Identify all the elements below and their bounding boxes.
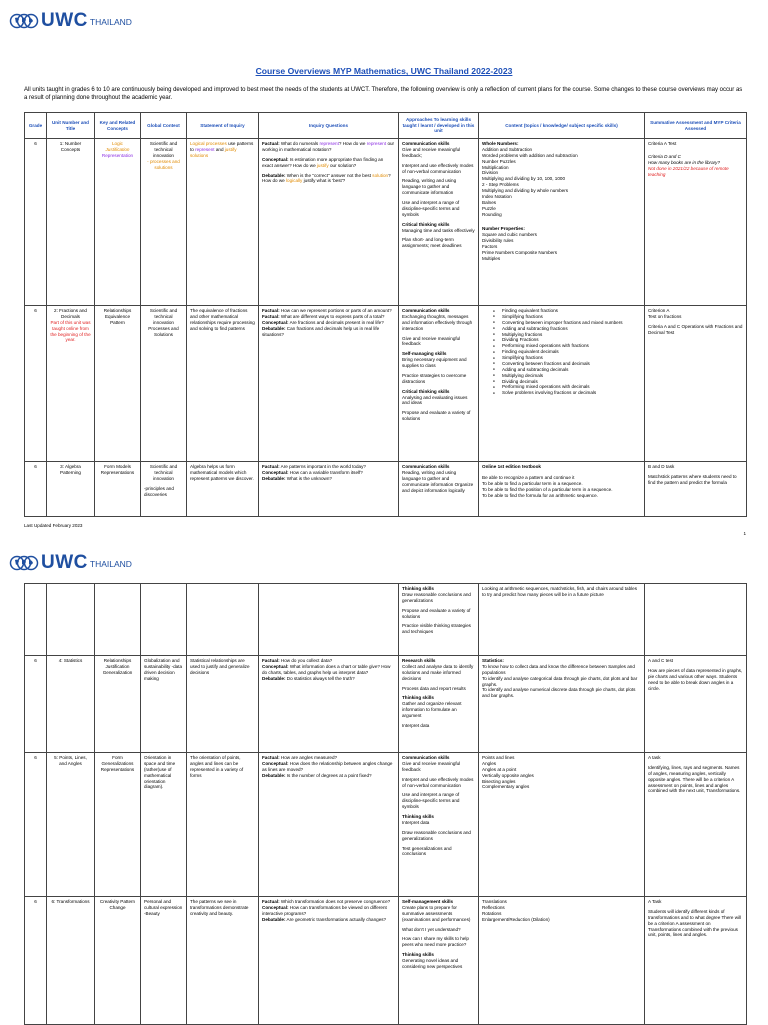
concepts-cell — [95, 584, 141, 656]
context-sub: -principles and discoveries — [144, 485, 174, 497]
skill-text: Practice strategies to overcome distractions — [402, 372, 467, 384]
content-item: Index Notation — [482, 193, 512, 199]
content-item: Reflections — [482, 904, 505, 910]
uwc-logo — [9, 551, 132, 575]
document-title: Course Overviews MYP Mathematics, UWC Thailand 2022-2023 — [255, 66, 513, 76]
list-item: ● Finding equivalent fractions — [490, 308, 641, 314]
text: How do you collect data? — [280, 658, 333, 663]
skill-text: Interpret data — [402, 722, 430, 728]
content-item: Rounding — [482, 211, 502, 217]
label: Conceptual: — [262, 469, 289, 475]
content-item: Enlargement/Reduction (Dilation) — [482, 916, 550, 922]
label: Debatable: — [262, 325, 286, 331]
debatable-question — [262, 173, 395, 185]
atl-cell — [399, 462, 479, 517]
concept-representation: Representation — [101, 152, 134, 158]
text: What do numerals — [280, 141, 319, 146]
content-item: Translations — [482, 899, 507, 904]
grade-cell — [25, 584, 47, 656]
header-concepts: Key and Related Concepts — [95, 113, 141, 139]
last-updated-footer: Last Updated February 2023 — [24, 523, 83, 528]
skill-text: Interpret data — [402, 819, 430, 825]
course-overview-table-page-1 — [24, 112, 747, 517]
skill-text: Test generalizations and conclusions — [402, 845, 452, 857]
assessment-text: Matchstick patterns where students need to find the pattern and predict the formula — [648, 473, 737, 485]
content-heading: Number Properties: — [482, 226, 525, 232]
skill-heading: Thinking skills — [402, 586, 434, 591]
statement-cell: Algebra helps us form mathematical models which represent patterns we discover. — [187, 462, 259, 517]
skill-heading: Critical thinking skills — [402, 388, 450, 394]
text: How can transformations be viewed on different interactive programs? — [262, 904, 387, 916]
content-item: Worded problems with addition and subtraction — [482, 152, 578, 158]
statement-cell — [187, 139, 259, 306]
label: Debatable: — [262, 772, 286, 778]
globe-logo-icon — [9, 13, 39, 29]
skill-text: Give and receive meaningful feedback — [402, 335, 461, 347]
logo-brand: UWC — [41, 552, 88, 573]
content-item: Bisecting angles — [482, 778, 516, 784]
label: Conceptual: — [262, 663, 289, 669]
statement-cell: The patterns we see in transformations demonstrate creativity and beauty. — [187, 897, 259, 1025]
header-statement: Statement of Inquiry — [187, 113, 259, 139]
unit-cell: 6: Transformations — [47, 897, 95, 1025]
header-questions: Inquiry Questions — [259, 113, 399, 139]
conceptual-question — [262, 664, 395, 676]
unit-cell: 1: Number Concepts — [47, 139, 95, 306]
text: logically — [286, 178, 303, 184]
grade-cell: 6 — [25, 139, 47, 306]
skill-text: Exchanging thoughts, messages and information effectively through interaction — [402, 313, 473, 331]
statement-part: represent — [195, 146, 215, 152]
questions-cell — [259, 139, 399, 306]
context-cell — [141, 139, 187, 306]
text: Do statistics always tell the truth? — [286, 675, 355, 681]
debatable-question — [262, 326, 395, 338]
skill-text: Draw reasonable conclusions and generalizations — [402, 591, 471, 603]
skill-heading: Communication skills — [402, 141, 450, 146]
text: Are patterns important in the world today? — [280, 464, 366, 469]
skill-text: Analysing and evaluating issues and ideas — [402, 394, 468, 406]
skill-text: Give and receive meaningful feedback; — [402, 146, 461, 158]
conceptual-question — [262, 157, 395, 169]
assessment-cell — [645, 753, 747, 897]
assessment-note: Not done in 2021/22 because of remote teaching — [648, 165, 729, 177]
unit-title: 2: Fractions and Decimals — [54, 308, 87, 319]
label: Factual: — [262, 755, 280, 760]
skill-heading: Communication skills — [402, 464, 450, 469]
list-item: ● Solve problems involving fractions or decimals — [490, 390, 641, 396]
concepts-cell: Creativity Pattern Change — [95, 897, 141, 1025]
text: How can we represent portions or parts of an amount? — [280, 308, 392, 313]
skill-text: Interpret and use effectively modes of non-verbal communication — [402, 776, 474, 788]
table-row-continued — [25, 584, 747, 656]
skill-text: How can I share my skills to help peers who need more practice? — [402, 936, 469, 948]
list-item: ● Multiplying fractions — [490, 332, 641, 338]
questions-cell — [259, 584, 399, 656]
unit-note: Part of this unit was taught online from the beginning of the year. — [50, 319, 91, 343]
atl-cell — [399, 584, 479, 656]
content-item: Factors — [482, 244, 498, 249]
skill-text: Reading, writing and using language to gather and communicate information Organize and depict information logically — [402, 469, 474, 493]
label: Debatable: — [262, 675, 286, 681]
assessment-text: Criteria D and C — [648, 153, 681, 159]
page-number: 1 — [743, 531, 746, 536]
skill-heading: Communication skills — [402, 755, 450, 760]
skill-text: Gather and organize relevant information to formulate an argument — [402, 701, 462, 718]
skill-heading: Research skills — [402, 658, 436, 663]
assessment-text: B and D task — [648, 464, 675, 469]
list-item: ● Performing mixed operations with decimals — [490, 384, 641, 390]
skill-text: Interpret and use effectively modes of non-verbal communication — [402, 162, 474, 174]
content-item: Multiples — [482, 255, 501, 261]
statement-part: solutions — [190, 152, 209, 158]
debatable-question — [262, 773, 395, 779]
document-page-2 — [0, 546, 768, 1024]
statement-cell: The equivalence of fractions and other mathematical relationships require processing and solving to find patterns — [187, 306, 259, 462]
statement-cell: Statistical relationships are used to justify and generalize decisions — [187, 656, 259, 753]
assessment-cell — [645, 584, 747, 656]
text: represent — [319, 141, 339, 146]
label: Debatable: — [262, 172, 286, 178]
intro-paragraph: All units taught in grades 6 to 10 are continuously being developed and improved to best meet the needs of the students at UWCT. Therefore, the following overview is only a reflection of current plans for the course. Some changes to these course overviews may occur as a result of planning done throughout the academic year. — [24, 87, 743, 101]
skill-text: Plan short- and long-term assignments; meet deadlines — [402, 237, 462, 249]
skill-heading: Self-management skills — [402, 899, 454, 904]
assessment-cell — [645, 656, 747, 753]
text: What is the unknown? — [286, 475, 332, 481]
assessment-text: Criterion A — [648, 308, 670, 313]
list-item: ● Converting between fractions and decimals — [490, 361, 641, 367]
list-item: ● Performing mixed operations with fractions — [490, 343, 641, 349]
content-item: To be able to find the formula for an arithmetic sequence. — [482, 492, 598, 498]
context-cell — [141, 462, 187, 517]
text: Is the number of degrees at a point fixed? — [286, 772, 372, 778]
content-item: Prime Numbers Composite Numbers — [482, 249, 558, 255]
content-heading: Online 1st edition textbook — [482, 464, 541, 469]
table-row — [25, 753, 747, 897]
label: Factual: — [262, 308, 280, 313]
content-item: Angles at a point — [482, 766, 517, 772]
header-content: Content (topics / knowledge/ subject specific skills) — [479, 113, 645, 139]
skill-heading: Thinking skills — [402, 952, 434, 958]
skill-heading: Thinking skills — [402, 695, 434, 701]
assessment-text: Students will identify different kinds of transformations and to what degree There will be a criterion A assessment on Transformations combined with the previous unit, points, lines and angles. — [648, 908, 742, 938]
content-item: To identify and analyse numerical discrete data through pie charts, dot plots and bar graphs. — [482, 687, 636, 699]
skill-text: Propose and evaluate a variety of solutions — [402, 607, 471, 619]
skill-text: Collect and analyse data to identify solutions and make informed decisions — [402, 663, 474, 681]
uwc-logo — [9, 9, 132, 33]
assessment-cell — [645, 897, 747, 1025]
skill-text: Draw reasonable conclusions and generalizations — [402, 829, 471, 841]
content-item: Division — [482, 170, 499, 176]
table-row — [25, 306, 747, 462]
header-grade: Grade — [25, 113, 47, 139]
unit-cell: 5: Points, Lines, and Angles — [47, 753, 95, 897]
skill-text: Reading, writing and using language to gather and communicate information — [402, 178, 457, 196]
context-cell: Personal and cultural expression -Beauty — [141, 897, 187, 1025]
concepts-cell: Relationships Justification Generalization — [95, 656, 141, 753]
assessment-text: Criteria A Test — [648, 141, 677, 146]
questions-cell — [259, 306, 399, 462]
assessment-cell — [645, 139, 747, 306]
label: Debatable: — [262, 916, 286, 922]
unit-cell — [47, 306, 95, 462]
context-cell: Scientific and technical innovation Processes and Solutions — [141, 306, 187, 462]
text: ? How do we — [262, 172, 391, 184]
skill-text: Propose and evaluate a variety of solutions — [402, 410, 471, 422]
skill-text: Process data and report results — [402, 685, 466, 691]
skill-text: Create plans to prepare for summative assessments (examinations and performances) — [402, 904, 471, 922]
grade-cell: 6 — [25, 306, 47, 462]
context-text: Scientific and technical innovation — [149, 141, 178, 158]
content-cell — [479, 753, 645, 897]
list-item: ● Adding and subtracting decimals — [490, 367, 641, 373]
table-row — [25, 462, 747, 517]
content-item: Square and cubic numbers — [482, 232, 537, 238]
conceptual-question — [262, 761, 395, 773]
assessment-text: A and C test — [648, 658, 674, 663]
label: Debatable: — [262, 475, 286, 481]
list-item: ● Multiplying decimals — [490, 373, 641, 379]
content-heading: Whole Numbers: — [482, 141, 519, 146]
assessment-text: How are pieces of data represented in graphs, pie charts and various other ways. Students need to be able to break down angles in a circle. — [648, 667, 743, 691]
debatable-question — [262, 476, 395, 482]
content-item: To know how to collect data and know the difference between Samples and populations — [482, 663, 635, 675]
content-item: Complementary angles — [482, 784, 530, 790]
statement-cell: The orientation of points, angles and lines can be represented in a variety of forms — [187, 753, 259, 897]
list-item: ● Adding and subtracting fractions — [490, 326, 641, 332]
concepts-cell: Relationships Equivalence Pattern — [95, 306, 141, 462]
statement-part: Logical — [190, 141, 205, 146]
label: Factual: — [262, 899, 280, 904]
table-row — [25, 656, 747, 753]
header-unit: Unit Number and Title — [47, 113, 95, 139]
assessment-text: Criteria A and C Operations with Fractions and Decimal Test — [648, 323, 743, 335]
content-item: Multiplying and dividing by whole numbers — [482, 188, 569, 193]
skill-heading: Self-managing skills — [402, 351, 447, 357]
content-cell — [479, 462, 645, 517]
content-heading: Statistics: — [482, 658, 504, 663]
conceptual-question — [262, 905, 395, 917]
skill-heading: Critical thinking skills — [402, 221, 450, 227]
atl-cell — [399, 306, 479, 462]
content-item: Angles — [482, 760, 497, 766]
header-atl: Approaches To learning skills taught / learnt / developed in this unit — [399, 113, 479, 139]
context-sub: - processes and solutions — [147, 158, 180, 170]
globe-logo-icon — [9, 555, 39, 571]
label: Conceptual: — [262, 156, 289, 162]
questions-cell — [259, 656, 399, 753]
text: represent — [366, 141, 387, 146]
concepts-cell: Form Generalizations Representations — [95, 753, 141, 897]
header-assessment: Summative Assessment and MYP Criteria Assessed — [645, 113, 747, 139]
list-item: ● Dividing decimals — [490, 379, 641, 385]
content-list — [482, 147, 641, 218]
content-item: Addition and Subtraction — [482, 146, 533, 152]
logo-subtitle: THAILAND — [89, 559, 132, 570]
concept-justification: Justification — [105, 146, 130, 152]
content-item: Multiplication — [482, 164, 509, 170]
unit-cell — [47, 584, 95, 656]
label: Conceptual: — [262, 904, 289, 910]
content-item: Puzzle — [482, 205, 496, 211]
questions-cell — [259, 897, 399, 1025]
context-cell: Orientation in space and time (rather(use of mathematical orientation diagram). — [141, 753, 187, 897]
content-item: Divisibility rules — [482, 238, 514, 244]
grade-cell: 6 — [25, 656, 47, 753]
text: Is estimation more appropriate than finding an exact answer? How do we — [262, 156, 384, 168]
skill-text: Managing time and tasks effectively — [402, 227, 475, 233]
assessment-text: How many books are in the library? — [648, 159, 721, 165]
content-cell — [479, 656, 645, 753]
list-item: ● Dividing Fractions — [490, 337, 641, 343]
text: Are geometric transformations actually changes? — [286, 916, 387, 922]
skill-text: Give and receive meaningful feedback — [402, 760, 461, 772]
debatable-question — [262, 676, 395, 682]
table-header-row — [25, 113, 747, 139]
content-item: Vertically opposite angles — [482, 772, 534, 778]
factual-question — [262, 141, 395, 153]
skill-text: What don't I yet understand? — [402, 926, 461, 932]
logo-subtitle: THAILAND — [89, 17, 132, 28]
text: justify — [316, 162, 329, 168]
skill-text: Bring necessary equipment and supplies to class — [402, 357, 467, 368]
content-item: Be able to recognize a pattern and continue it — [482, 474, 575, 480]
label: Factual: — [262, 464, 280, 469]
assessment-text: Identifying, lines, rays and segments. Names of angles, measuring angles, vertically opposite angles. There will be a criterion A assessment on points, lines and angles combined with the next unit, Transformations. — [648, 764, 741, 794]
assessment-text: A task — [648, 755, 661, 760]
text: When is the "correct" answer not the best — [286, 172, 371, 178]
skill-text: Generating novel ideas and considering new perspectives — [402, 958, 463, 969]
text: How are angles measured? — [280, 755, 338, 760]
concept-logic: Logic — [112, 141, 123, 146]
assessment-text: Test on fractions — [648, 313, 682, 319]
content-cell — [479, 139, 645, 306]
content-cell: Looking at arithmetic sequences, matchsticks, fish, and chairs around tables to try and predict how many pieces will be in a future picture — [479, 584, 645, 656]
list-item: ● Simplifying fractions — [490, 314, 641, 320]
context-text: Scientific and technical innovation — [149, 464, 178, 481]
list-item: ● Finding equivalent decimals — [490, 349, 641, 355]
text: our working in mathematical notation? — [262, 141, 395, 152]
content-item: 2 - Step Problems — [482, 182, 519, 188]
list-item: ● Converting between improper fractions and mixed numbers — [490, 320, 641, 326]
statement-part: and — [215, 146, 224, 152]
questions-cell — [259, 753, 399, 897]
content-item: Points and lines — [482, 755, 515, 760]
skill-heading: Thinking skills — [402, 814, 434, 819]
grade-cell: 6 — [25, 897, 47, 1025]
text: solution — [372, 172, 389, 178]
text: justify what is 'best'? — [303, 178, 346, 184]
label: Factual: — [262, 313, 280, 319]
concepts-cell: Form Models Representations — [95, 462, 141, 517]
context-cell — [141, 584, 187, 656]
content-cell — [479, 897, 645, 1025]
statement-part: processes — [205, 141, 227, 146]
grade-cell: 6 — [25, 462, 47, 517]
statement-part: use patterns to — [190, 141, 254, 152]
content-item: To be able to find the position of a particular term in a sequence. — [482, 486, 613, 492]
text: Which transformation does not preserve congruence? — [280, 899, 391, 904]
debatable-question — [262, 917, 395, 923]
assessment-cell — [645, 462, 747, 517]
text: ? How do we — [338, 141, 366, 146]
logo-brand: UWC — [41, 10, 88, 31]
text: Are fractions and decimals present in real life? — [289, 319, 384, 325]
table-row — [25, 897, 747, 1025]
atl-cell — [399, 139, 479, 306]
label: Conceptual: — [262, 760, 289, 766]
assessment-cell — [645, 306, 747, 462]
content-item: To identify and analyse categorical data through pie charts, dot plots and bar graphs. — [482, 675, 638, 687]
unit-cell: 3: Algebra Patterning — [47, 462, 95, 517]
text: our solution? — [329, 162, 357, 168]
label: Factual: — [262, 141, 280, 146]
content-item: Rotations — [482, 910, 502, 916]
content-item: Multiplying and dividing by 10, 100, 1000 — [482, 176, 565, 182]
skill-text: Practice visible thinking strategies and techniques — [402, 623, 471, 635]
content-cell — [479, 306, 645, 462]
skill-text: Use and interpret a range of discipline-specific terms and symbols — [402, 200, 460, 217]
unit-cell: 4: Statistics — [47, 656, 95, 753]
label: Factual: — [262, 658, 280, 663]
text: What are different ways to express parts of a total? — [280, 313, 385, 319]
content-bullet-list — [482, 308, 641, 396]
context-cell: Globalization and sustainability -data driven decision making — [141, 656, 187, 753]
content-item: To be able to find a particular term in a sequence. — [482, 480, 583, 486]
content-list — [482, 232, 641, 261]
grade-cell: 6 — [25, 753, 47, 897]
text: What information does a chart or table give? How do charts, tables, and graphs help us interpret data? — [262, 663, 391, 675]
label: Conceptual: — [262, 319, 289, 325]
concepts-cell — [95, 139, 141, 306]
atl-cell — [399, 656, 479, 753]
text: How can a variable transform itself? — [289, 469, 363, 475]
assessment-text: A Task — [648, 899, 662, 904]
statement-part: justify — [224, 146, 237, 152]
list-item: ● Simplifying fractions — [490, 355, 641, 361]
atl-cell — [399, 897, 479, 1025]
text: How does the relationship between angles change as lines are moved? — [262, 760, 393, 772]
statement-cell — [187, 584, 259, 656]
table-row — [25, 139, 747, 306]
content-item: Balnes — [482, 199, 497, 205]
atl-cell — [399, 753, 479, 897]
course-overview-table-page-2 — [24, 583, 747, 1025]
content-item: Number Puzzles — [482, 158, 516, 164]
text: Can fractions and decimals help us in real life situations? — [262, 325, 380, 337]
skill-text: Use and interpret a range of discipline-specific terms and symbols — [402, 792, 460, 810]
questions-cell — [259, 462, 399, 517]
skill-heading: Communication skills — [402, 308, 450, 313]
header-context: Global Context — [141, 113, 187, 139]
